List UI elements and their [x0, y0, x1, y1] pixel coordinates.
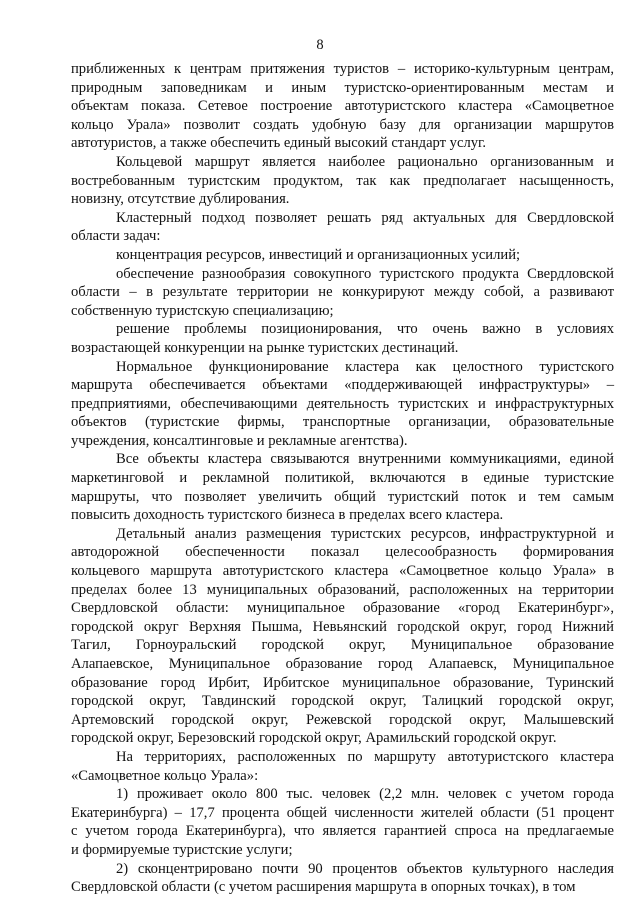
paragraph-line: Кольцевой маршрут является наиболее рационально организованным и	[116, 153, 614, 170]
paragraph-line: городской округ, Тавдинский городской округ, Талицкий городской округ,	[71, 693, 614, 710]
paragraph	[71, 246, 614, 265]
paragraph-line: собственную туристскую специализацию;	[71, 302, 334, 319]
page-number: 8	[316, 37, 324, 53]
paragraph	[71, 748, 614, 785]
paragraph-line: учреждения, консалтинговые и рекламные агентства).	[71, 432, 408, 449]
paragraph-line: концентрация ресурсов, инвестиций и организационных усилий;	[116, 246, 521, 263]
paragraph-line: «Самоцветное кольцо Урала»:	[71, 767, 259, 784]
paragraph-line: Артемовский городской округ, Режевской городской округ, Малышевский	[71, 711, 614, 728]
paragraph-line: маркетинговой и рекламной политикой, включаются в единые туристские	[71, 470, 614, 487]
paragraph-line: объектов (туристские фирмы, транспортные организации, образовательные	[71, 414, 614, 431]
paragraph-line: обеспечение разнообразия совокупного туристского продукта Свердловской	[116, 265, 614, 282]
paragraph-line: 1) проживает около 800 тыс. человек (2,2 млн. человек с учетом города	[116, 786, 614, 803]
paragraph-line: решение проблемы позиционирования, что очень важно в условиях	[116, 321, 614, 338]
paragraph-line: востребованным туристским продуктом, так как предполагает насыщенность,	[71, 172, 614, 189]
paragraph	[71, 785, 614, 859]
paragraph-line: городской округ, Березовский городской округ, Арамильский городской округ.	[71, 730, 557, 747]
paragraph-line: 2) сконцентрировано почти 90 процентов объектов культурного наследия	[116, 860, 614, 877]
paragraph-line: автотуристов, а также обеспечить единый высокий стандарт услуг.	[71, 135, 487, 152]
paragraph	[71, 265, 614, 321]
paragraph-line: автодорожной обеспеченности показал целесообразность формирования	[71, 544, 614, 561]
paragraph-line: городской округ Верхняя Пышма, Невьянский городской округ, город Нижний	[71, 618, 614, 635]
paragraph	[71, 60, 614, 153]
paragraph-line: Тагил, Горноуральский городской округ, Муниципальное образование	[71, 637, 614, 654]
paragraph-line: Екатеринбурга) – 17,7 процента общей численности жителей области (51 процент	[71, 804, 614, 821]
paragraph-line: приближенных к центрам притяжения туристов – историко-культурным центрам,	[71, 61, 614, 77]
paragraph-line: маршруты, что позволяет увеличить общий туристский поток и тем самым	[71, 488, 614, 505]
paragraph-line: кольцевого маршрута автотуристского кластера «Самоцветное кольцо Урала» в	[71, 563, 614, 580]
paragraph-line: маршрута обеспечивается объектами «поддерживающей инфраструктуры» –	[71, 377, 614, 394]
paragraph-line: образование город Ирбит, Ирбитское муниципальное образование, Туринский	[71, 674, 614, 691]
paragraph-line: с учетом города Екатеринбурга), что является гарантией спроса на предлагаемые	[71, 823, 614, 840]
paragraph-line: Свердловской области (с учетом расширения маршрута в опорных точках), в том	[71, 879, 576, 896]
paragraph	[71, 450, 614, 524]
paragraph-line: Свердловской области: муниципальное образование «город Екатеринбург»,	[71, 600, 614, 617]
paragraph-line: кольцо Урала» позволит создать удобную базу для организации маршрутов	[71, 116, 614, 133]
paragraph	[71, 860, 614, 897]
paragraph-line: Кластерный подход позволяет решать ряд актуальных для Свердловской	[116, 209, 614, 226]
paragraph-line: области задач:	[71, 228, 161, 245]
paragraph-line: пределах более 13 муниципальных образований, расположенных на территории	[71, 581, 614, 598]
paragraph-line: новизну, отсутствие дублирования.	[71, 191, 290, 208]
paragraph-line: На территориях, расположенных по маршруту автотуристского кластера	[116, 748, 614, 765]
paragraph-line: предприятиями, обеспечивающими деятельность туристских и инфраструктурных	[71, 395, 614, 412]
paragraph	[71, 320, 614, 357]
paragraph	[71, 358, 614, 451]
paragraph-line: природным заповедникам и иным туристско-ориентированным местам и	[71, 79, 614, 96]
paragraph	[71, 153, 614, 209]
document-body	[71, 60, 614, 897]
paragraph-line: повысить доходность туристского бизнеса в пределах всего кластера.	[71, 507, 504, 524]
paragraph-line: возрастающей конкуренции на рынке туристских дестинаций.	[71, 339, 459, 356]
paragraph-line: Детальный анализ размещения туристских ресурсов, инфраструктурной и	[116, 525, 614, 542]
paragraph-line: объектам показа. Сетевое построение автотуристского кластера «Самоцветное	[71, 98, 614, 115]
paragraph-line: Все объекты кластера связываются внутренними коммуникациями, единой	[116, 451, 614, 468]
paragraph-line: и формируемые туристские услуги;	[71, 841, 293, 858]
paragraph-line: Нормальное функционирование кластера как целостного туристского	[116, 358, 614, 375]
paragraph	[71, 209, 614, 246]
paragraph	[71, 525, 614, 748]
paragraph-line: Алапаевское, Муниципальное образование город Алапаевск, Муниципальное	[71, 656, 614, 672]
paragraph-line: области – в результате территории не конкурируют между собой, а развивают	[71, 284, 614, 301]
